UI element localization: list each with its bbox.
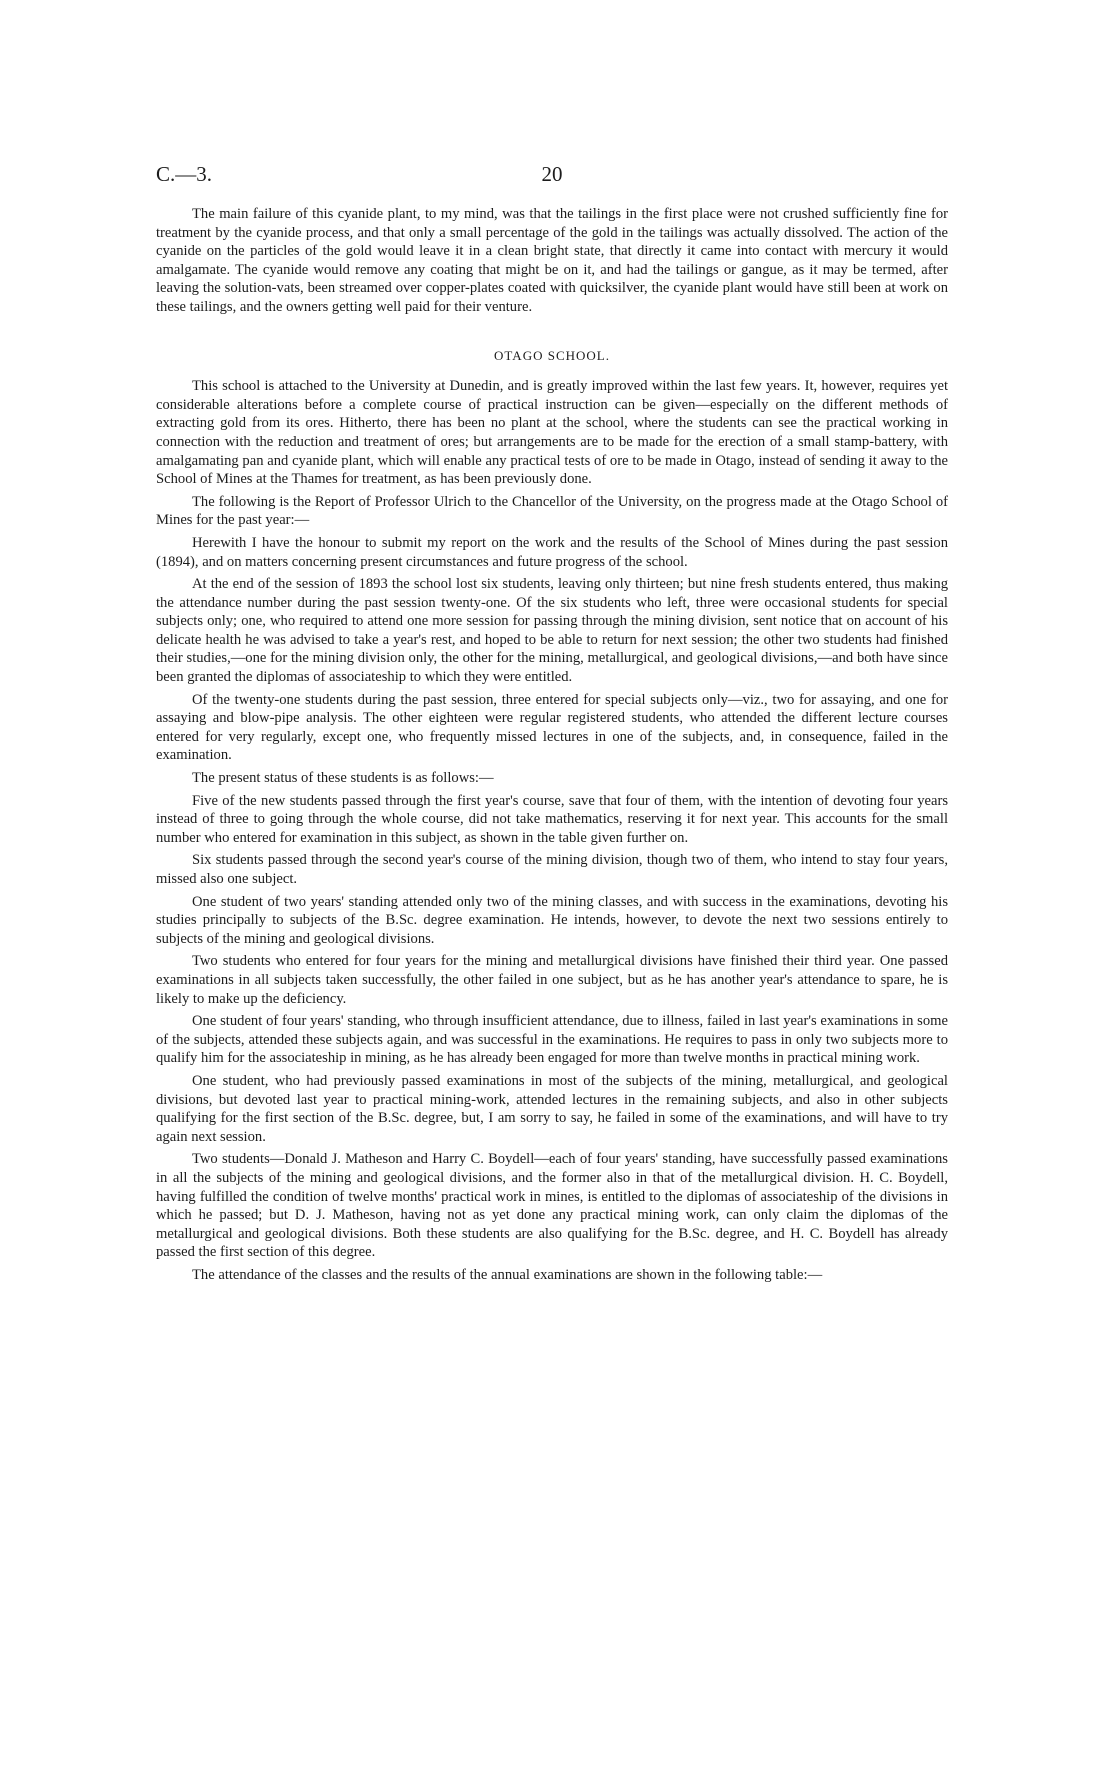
paragraph: One student of four years' standing, who through insufficient attendance, due to illness, failed in last year's examinations in some of the subjects, attended these subjects again, and was successful in the examinations. He requires to pass in only two subjects more to qualify him for the associateship in mining, as he has already been engaged for more than twelve months in practical mining work.	[156, 1013, 948, 1067]
intro-paragraph: The main failure of this cyanide plant, to my mind, was that the tailings in the first place were not crushed sufficiently fine for treatment by the cyanide process, and that only a small percentage of the gold in the tailings was actually dissolved. The action of the cyanide on the particles of the gold would leave it in a clean bright state, that directly it came into contact with mercury it would amalgamate. The cyanide would remove any coating that might be on it, and had the tailings or gangue, as it may be termed, after leaving the solution-vats, been streamed over copper-plates coated with quicksilver, the cyanide plant would have still been at work on these tailings, and the owners getting well paid for their venture.	[156, 206, 948, 315]
paragraph: The present status of these students is as follows:—	[192, 770, 494, 787]
page-header	[156, 162, 948, 190]
paragraph: At the end of the session of 1893 the school lost six students, leaving only thirteen; but nine fresh students entered, thus making the attendance number during the past session twenty-one. Of the six students who left, three were occasional students for special subjects only; one, who required to attend one more session for passing through the mining division, sent notice that on account of his delicate health he was advised to take a year's rest, and hoped to be able to return for next session; the other two students had finished their studies,—one for the mining division only, the other for the mining, metallurgical, and geological divisions,—and both have since been granted the diplomas of associateship to which they were entitled.	[156, 576, 948, 686]
paragraph: Six students passed through the second year's course of the mining division, though two of them, who intend to stay four years, missed also one subject.	[156, 852, 948, 887]
document-reference: C.—3.	[156, 162, 213, 186]
page-body	[156, 205, 948, 1288]
paragraph: Two students who entered for four years for the mining and metallurgical divisions have finished their third year. One passed examinations in all subjects taken successfully, the other failed in one subject, but as he has another year's attendance to spare, he is likely to make up the deficiency.	[156, 953, 948, 1007]
paragraph: The attendance of the classes and the results of the annual examinations are shown in the following table:—	[192, 1266, 823, 1283]
paragraph: Of the twenty-one students during the past session, three entered for special subjects only—viz., two for assaying, and one for assaying and blow-pipe analysis. The other eighteen were regular registered students, who attended the different lecture courses entered for very regularly, except one, who frequently missed lectures in one of the subjects, and, in consequence, failed in the examination.	[156, 691, 948, 764]
paragraph: One student of two years' standing attended only two of the mining classes, and with success in the examinations, devoting his studies principally to subjects of the B.Sc. degree examination. He intends, however, to devote the next two sessions entirely to subjects of the mining and geological divisions.	[156, 893, 948, 947]
paragraph: This school is attached to the University at Dunedin, and is greatly improved within the last few years. It, however, requires yet considerable alterations before a complete course of practical instruction can be given—especially on the different methods of extracting gold from its ores. Hitherto, there has been no plant at the school, where the students can see the practical working in connection with the reduction and treatment of ores; but arrangements are to be made for the erection of a small stamp-battery, with amalgamating pan and cyanide plant, which will enable any practical tests of ore to be made in Otago, instead of sending it away to the School of Mines at the Thames for treatment, as has been previously done.	[156, 378, 948, 488]
paragraph: Five of the new students passed through the first year's course, save that four of them, with the intention of devoting four years instead of three to going through the whole course, did not take mathematics, reserving it for next year. This accounts for the small number who entered for examination in this subject, as shown in the table given further on.	[156, 792, 948, 846]
paragraph: One student, who had previously passed examinations in most of the subjects of the mining, metallurgical, and geological divisions, but devoted last year to practical mining-work, attended lectures in the remaining subjects, and also in other subjects qualifying for the first section of the B.Sc. degree, but, I am sorry to say, he failed in some of the examinations, and will have to try again next session.	[156, 1072, 948, 1145]
section-heading: OTAGO SCHOOL.	[494, 347, 610, 363]
paragraph: Two students—Donald J. Matheson and Harry C. Boydell—each of four years' standing, have successfully passed examinations in all the subjects of the mining and geological divisions, and the former also in that of the metallurgical division. H. C. Boydell, having fulfilled the condition of twelve months' practical work in mines, is entitled to the diplomas of associateship of the divisions in which he passed; but D. J. Matheson, having not as yet done any practical mining work, can only claim the diplomas of the metallurgical and geological divisions. Both these students are also qualifying for the B.Sc. degree, and H. C. Boydell has already passed the first section of this degree.	[156, 1151, 948, 1261]
page-number: 20	[541, 162, 563, 186]
paragraph: The following is the Report of Professor Ulrich to the Chancellor of the University, on the progress made at the Otago School of Mines for the past year:—	[156, 493, 948, 529]
paragraph: Herewith I have the honour to submit my report on the work and the results of the School of Mines during the past session (1894), and on matters concerning present circumstances and future progress of the school.	[156, 534, 948, 570]
